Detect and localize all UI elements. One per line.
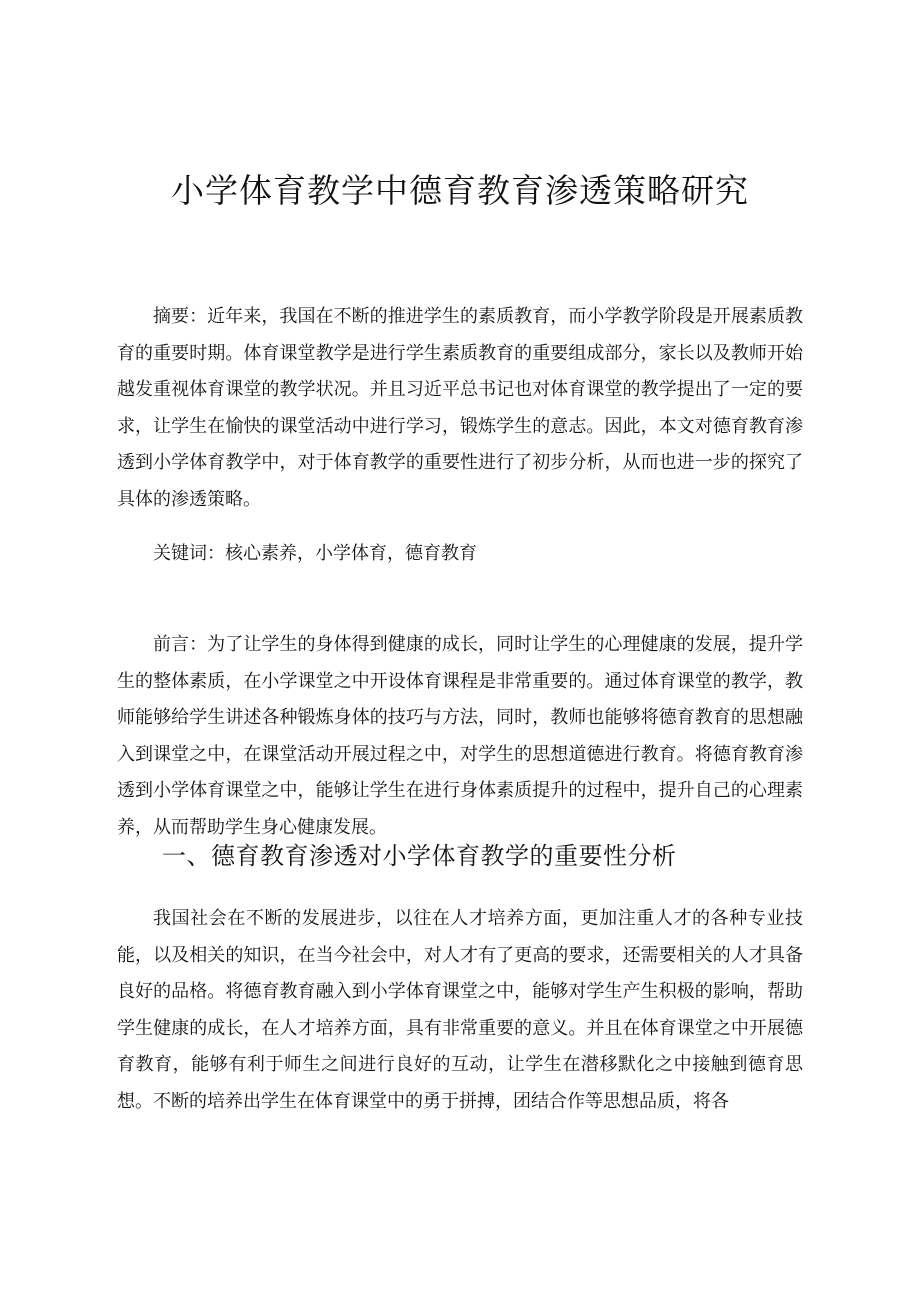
document-title: 小学体育教学中德育教育渗透策略研究 [171, 171, 749, 210]
keywords-line: 关键词：核心素养，小学体育，德育教育 [153, 543, 477, 564]
section-1-heading: 一、德育教育渗透对小学体育教学的重要性分析 [162, 842, 677, 870]
section-1-body: 我国社会在不断的发展进步，以往在人才培养方面，更加注重人才的各种专业技能，以及相关的知识，在当今社会中，对人才有了更高的要求，还需要相关的人才具备良好的品格。将德育教育融入到小学体育课堂之中，能够对学生产生积极的影响，帮助学生健康的成长，在人才培养方面，具有非常重要的意义。并且在体育课堂之中开展德育教育，能够有利于师生之间进行良好的互动，让学生在潜移默化之中接触到德育思想。不断的培养出学生在体育课堂中的勇于拼搏，团结合作等思想品质，将各 [117, 908, 803, 1112]
abstract-paragraph: 摘要：近年来，我国在不断的推进学生的素质教育，而小学教学阶段是开展素质教育的重要时期。体育课堂教学是进行学生素质教育的重要组成部分，家长以及教师开始越发重视体育课堂的教学状况。并且习近平总书记也对体育课堂的教学提出了一定的要求，让学生在愉快的课堂活动中进行学习，锻炼学生的意志。因此，本文对德育教育渗透到小学体育教学中，对于体育教学的重要性进行了初步分析，从而也进一步的探究了具体的渗透策略。 [117, 306, 803, 510]
foreword-paragraph: 前言：为了让学生的身体得到健康的成长，同时让学生的心理健康的发展，提升学生的整体素质，在小学课堂之中开设体育课程是非常重要的。通过体育课堂的教学，教师能够给学生讲述各种锻炼身体的技巧与方法，同时，教师也能够将德育教育的思想融入到课堂之中，在课堂活动开展过程之中，对学生的思想道德进行教育。将德育教育渗透到小学体育课堂之中，能够让学生在进行身体素质提升的过程中，提升自己的心理素养，从而帮助学生身心健康发展。 [117, 634, 803, 838]
